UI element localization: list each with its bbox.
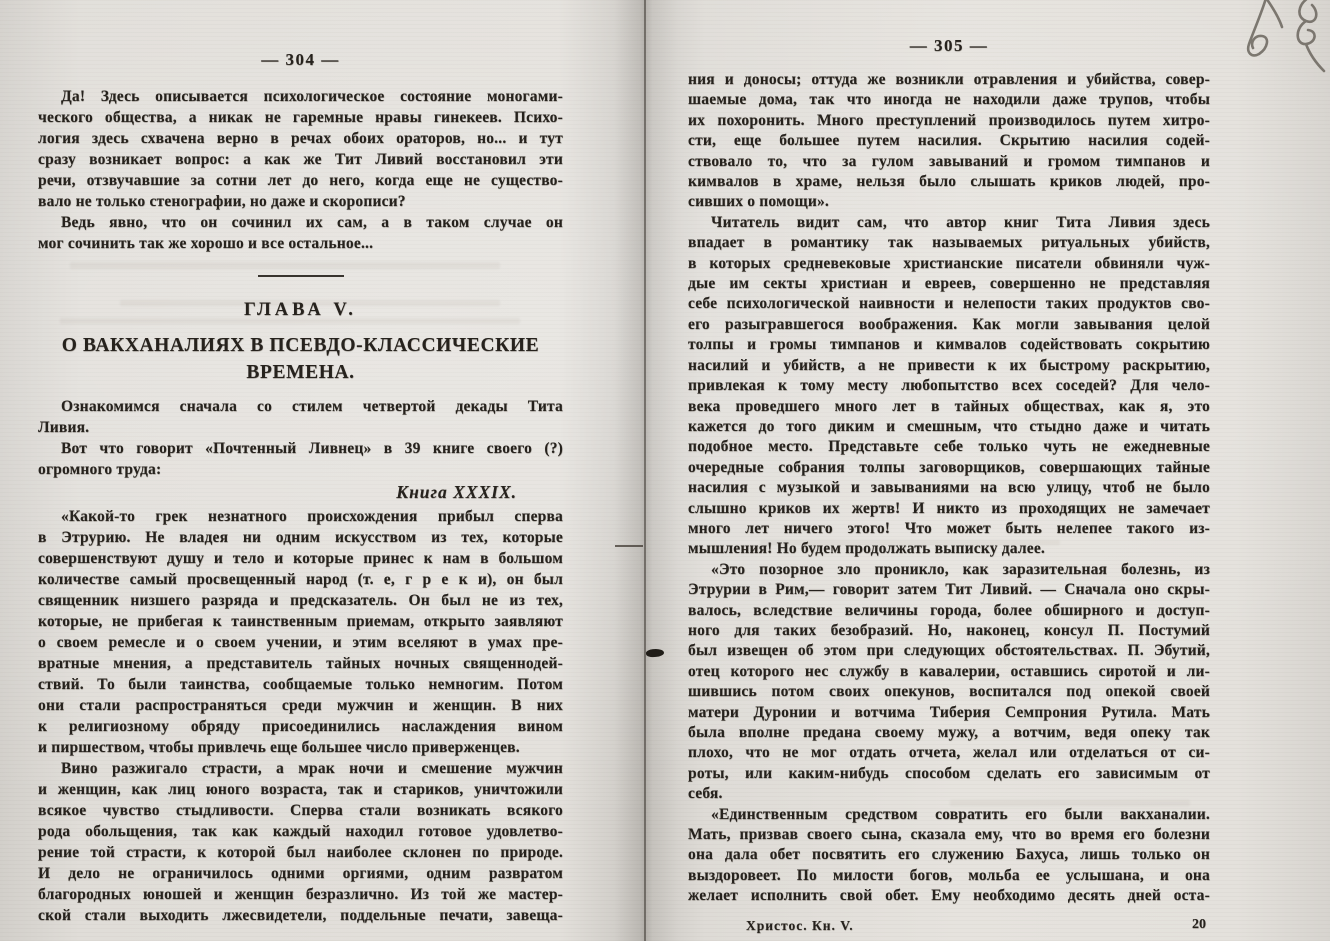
text-line: мог сочинить так же хорошо и все остальное... [38, 235, 374, 252]
text-line: количестве самый просвещенный народ (т. е, г р е к и), он был [38, 571, 563, 588]
text-line: ской стали выходить лжесвидетели, поддельные печати, завеща- [38, 907, 563, 924]
handwritten-mark [1236, 0, 1330, 76]
text-line: И дело не ограничилось одними оргиями, одним развратом [38, 865, 563, 882]
text-line: о своем ремесле и о своем учении, и этим вселяют в умах пре- [38, 634, 563, 651]
quote-paragraph [688, 560, 1210, 805]
text-line: привлекая к тому месту любопытство всех соседей? Для чело- [688, 377, 1210, 395]
sheet-number: 20 [1192, 917, 1206, 932]
text-line: ного для таких безобразий. Но, наконец, консул П. Постумий [688, 621, 1210, 639]
text-line: «Это позорное зло проникло, как заразительная болезнь, из [711, 560, 1210, 578]
text-line: отец которого нес службу в кавалерии, оставшись сиротой и ли- [688, 662, 1210, 680]
left-page [38, 0, 563, 941]
text-line: они стали распространяться среди мужчин и женщин. В них [38, 697, 563, 714]
text-line: ческого общества, а никак не гаремные нравы гинекеев. Психо- [38, 109, 563, 126]
text-line: к религиозному обряду присоединились наслаждения вином [38, 718, 563, 735]
text-line: Вино разжигало страсти, а мрак ночи и смешение мужчин [61, 760, 563, 777]
text-line: кимвалов в храме, нельзя было слышать криков людей, про- [688, 173, 1210, 191]
text-line: всякое чувство стыдливости. Сперва стали возникать всякого [38, 802, 563, 819]
text-line: ствий. То были таинства, сообщаемые только немногим. Потом [38, 676, 563, 693]
text-line: кажется до того диким и смешным, что стыдно даже и читать [688, 417, 1210, 435]
text-line: и женщин, как лиц юного возраста, так и стариков, уничтожили [38, 781, 563, 798]
page-gutter-line [644, 0, 646, 941]
text-line: его разыгравшегося воображения. Как могли завывания целой [688, 315, 1210, 333]
text-line: подобное место. Представьте себе только чуть не ежедневные [688, 438, 1210, 456]
text-line: Ведь явно, что он сочинил их сам, а в таком случае он [61, 214, 563, 231]
paragraph [38, 86, 563, 212]
text-line: слышно криков их жертв! И никто из проходящих не замечает [688, 499, 1210, 517]
text-line: валось, вследствие величины города, более обширного и доступ- [688, 601, 1210, 619]
text-line: сивших о помощи». [688, 193, 829, 211]
paragraph [38, 212, 563, 254]
paragraph [38, 438, 563, 480]
chapter-title-line1: О ВАКХАНАЛИЯХ В ПСЕВДО-КЛАССИЧЕСКИЕ [61, 335, 540, 356]
right-page-text [688, 70, 1210, 907]
text-line: она дала обет посвятить его служению Бахуса, лишь только он [688, 846, 1210, 864]
text-line: огромного труда: [38, 461, 162, 478]
text-line: сразу возникает вопрос: а как же Тит Ливий восстановил эти [38, 151, 563, 168]
text-line: в Этрурию. Не владея ни одним искусством из тех, которые [38, 529, 563, 546]
text-line: роты, или каким-нибудь способом сделать его зависимым от [688, 764, 1210, 782]
text-line: Ливия. [38, 419, 90, 436]
text-line: Этрурии в Рим,— говорит затем Тит Ливий. — Сначала оно скры- [688, 581, 1210, 599]
text-line: священник низшего разряда и предсказатель. Он был не из тех, [38, 592, 563, 609]
text-line: их похоронить. Много преступлений производилось путем хитро- [688, 111, 1210, 129]
text-line: сти, еще большее путем насилия. Скрытию насилия содей- [688, 132, 1210, 150]
text-line: ствовало то, что за гулом завываний и громом тимпанов и [688, 152, 1210, 170]
text-line: толпы и громы тимпанов и кимвалов содействовать сокрытию [688, 336, 1210, 354]
quote-paragraph [688, 805, 1210, 907]
page-gutter-shadow [614, 0, 678, 941]
running-footer [688, 918, 1210, 938]
page-number-right: — 305 — [909, 36, 989, 55]
text-line: себя. [688, 785, 723, 803]
section-divider [258, 275, 344, 277]
text-line: шаемые дома, так что иногда не находили даже трупов, чтобы [688, 91, 1210, 109]
paragraph [688, 70, 1210, 213]
text-line: дые им секты христиан и евреев, совершенно не представляя [688, 275, 1210, 293]
text-line: рода обольщения, так как каждый находил готовое удовлетво- [38, 823, 563, 840]
text-line: в которых средневековые христианские писатели обвиняли чуж- [688, 254, 1210, 272]
text-line: впадает в романтику так называемых ритуальных убийств, [688, 234, 1210, 252]
text-line: насилия с музыкой и завываниями на всю улицу, чтоб не было [688, 479, 1210, 497]
quote-paragraph [38, 506, 563, 758]
book-subheading: Книга XXXIX. [396, 482, 517, 502]
text-line: вратные мнения, а представитель тайных ночных священнодей- [38, 655, 563, 672]
text-line: Мать, призвав своего сына, сказала ему, что во время его болезни [688, 826, 1210, 844]
left-page-text [38, 86, 563, 926]
text-line: ния и доносы; оттуда же возникли отравления и убийства, совер- [688, 71, 1210, 88]
page-number-left: — 304 — [261, 50, 340, 69]
chapter-title [38, 332, 563, 386]
chapter-title-line2: ВРЕМЕНА. [246, 362, 355, 383]
book-signature: Христос. Кн. V. [746, 918, 854, 933]
chapter-kicker: ГЛАВА V. [244, 300, 357, 320]
text-line: логия здесь схвачена верно в речах обоих ораторов, но... и тут [38, 130, 563, 147]
paragraph [38, 396, 563, 438]
text-line: была вполне предана своему мужу, а вотчим, ведя опеку так [688, 724, 1210, 741]
text-line: благородных юношей и женщин безразлично. Из той же мастер- [38, 886, 563, 903]
text-line: «Единственным средством совратить его были вакханалии. [711, 805, 1210, 823]
text-line: Ознакомимся сначала со стилем четвертой декады Тита [61, 398, 563, 415]
text-line: Да! Здесь описывается психологическое состояние моногами- [61, 88, 563, 105]
text-line: себе психологической наивности и нелепости таких продуктов сво- [688, 295, 1210, 313]
text-line: мышления! Но будем продолжать выписку далее. [688, 540, 1045, 558]
paragraph [688, 213, 1210, 560]
text-line: которые, не прибегая к таинственным приемам, открыто заявляют [38, 613, 563, 630]
text-line: речи, отзвучавшие за сотни лет до него, когда еще не существо- [38, 172, 563, 189]
text-line: много лет ничего этого! Что может быть нелепее такого из- [688, 519, 1210, 537]
text-line: очередные собрания толпы заговорщиков, совершающих тайные [688, 458, 1210, 476]
text-line: и пиршеством, чтобы привлечь еще большее число приверженцев. [38, 739, 520, 756]
text-line: был извещен об этом при следующих обстоятельствах. П. Эбутий, [688, 642, 1210, 660]
ink-dash-mark [615, 545, 643, 547]
text-line: «Какой-то грек незнатного происхождения прибыл сперва [61, 508, 563, 525]
text-line: века проведшего много лет в тайных обществах, как я, это [688, 397, 1210, 415]
text-line: вало не только стенографии, но даже и скорописи? [38, 193, 406, 210]
text-line: выздоровеет. По милости богов, мольба ее услышана, и она [688, 866, 1210, 884]
text-line: насилий и убийств, а не привести к их быстрому раскрытию, [688, 356, 1210, 374]
text-line: Вот что говорит «Почтенный Ливнец» в 39 книге своего (?) [61, 440, 563, 457]
quote-paragraph [38, 758, 563, 926]
text-line: желает исполнить свой обет. Ему необходимо десять дней оста- [688, 887, 1210, 905]
text-line: Читатель видит сам, что автор книг Тита Ливия здесь [711, 213, 1210, 231]
right-page [688, 0, 1210, 941]
text-line: плохо, что не мог отдать отчета, желал или отделаться от си- [688, 744, 1210, 762]
text-line: рение той страсти, к которой был наиболее склонен по природе. [38, 844, 563, 861]
text-line: совершенствуют душу и тело и которые принес к нам в большом [38, 550, 563, 567]
text-line: шившись потом своих опекунов, воспитался под опекой своей [688, 683, 1210, 701]
text-line: матери Дуронии и вотчима Тиберия Семпрония Рутила. Мать [688, 703, 1210, 721]
